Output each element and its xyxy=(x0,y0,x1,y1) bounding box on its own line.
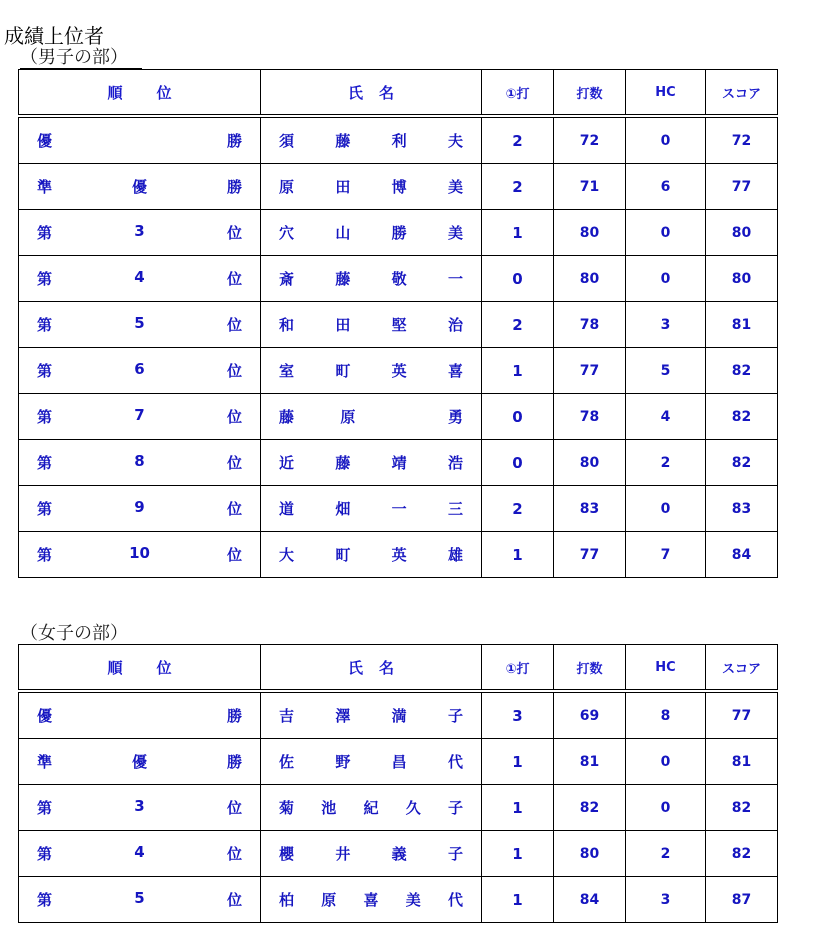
name-cell xyxy=(261,785,482,831)
rank-char: 位 xyxy=(226,845,242,863)
name-cell xyxy=(261,440,482,486)
table-row xyxy=(19,348,778,394)
first-hole-cell: 1 xyxy=(482,210,554,256)
name-cell xyxy=(261,394,482,440)
header-rank xyxy=(19,645,261,692)
name-char: 満 xyxy=(391,707,407,725)
strokes-cell: 80 xyxy=(554,831,626,877)
hc-cell: 2 xyxy=(626,440,706,486)
first-hole-cell: 1 xyxy=(482,348,554,394)
rank-char: 3 xyxy=(134,222,145,240)
name-char: 柏 xyxy=(279,891,295,909)
name-char: 子 xyxy=(447,845,463,863)
header-strokes: 打数 xyxy=(554,70,626,117)
rank-cell xyxy=(19,486,261,532)
strokes-cell: 80 xyxy=(554,256,626,302)
table-row xyxy=(19,831,778,877)
rank-cell xyxy=(19,440,261,486)
name-char: 櫻 xyxy=(279,845,295,863)
rank-char: 第 xyxy=(37,546,53,564)
rank-char: 位 xyxy=(226,546,242,564)
name-char: 久 xyxy=(405,799,421,817)
rank-char: 第 xyxy=(37,500,53,518)
header-row xyxy=(19,645,778,692)
hc-cell: 0 xyxy=(626,739,706,785)
score-cell: 80 xyxy=(706,210,778,256)
rank-cell xyxy=(19,691,261,739)
strokes-cell: 69 xyxy=(554,691,626,739)
hc-cell: 3 xyxy=(626,877,706,923)
rank-char: 準 xyxy=(37,753,53,771)
header-rank-char: 順 xyxy=(107,83,123,102)
name-char: 子 xyxy=(447,707,463,725)
strokes-cell: 82 xyxy=(554,785,626,831)
name-char: 原 xyxy=(321,891,337,909)
header-strokes: 打数 xyxy=(554,645,626,692)
rank-char: 位 xyxy=(226,362,242,380)
header-first-hole: ①打 xyxy=(482,70,554,117)
rank-cell xyxy=(19,256,261,302)
first-hole-cell: 0 xyxy=(482,440,554,486)
first-hole-cell: 2 xyxy=(482,116,554,164)
rank-char: 位 xyxy=(226,500,242,518)
rank-char: 第 xyxy=(37,362,53,380)
score-cell: 84 xyxy=(706,532,778,578)
rank-char: 第 xyxy=(37,799,53,817)
name-char: 喜 xyxy=(447,362,463,380)
rank-char: 位 xyxy=(226,891,242,909)
first-hole-cell: 1 xyxy=(482,739,554,785)
first-hole-cell: 2 xyxy=(482,164,554,210)
name-char: 昌 xyxy=(391,753,407,771)
section-label-men: （男子の部） xyxy=(20,48,142,69)
name-char: 吉 xyxy=(279,707,295,725)
score-cell: 82 xyxy=(706,394,778,440)
table-row xyxy=(19,210,778,256)
rank-cell xyxy=(19,739,261,785)
rank-char: 第 xyxy=(37,408,53,426)
table-row xyxy=(19,302,778,348)
name-char: 堅 xyxy=(391,316,407,334)
first-hole-cell: 3 xyxy=(482,691,554,739)
rank-char: 6 xyxy=(134,360,145,378)
score-cell: 81 xyxy=(706,302,778,348)
name-char: 藤 xyxy=(335,132,351,150)
name-char: 義 xyxy=(391,845,407,863)
table-row xyxy=(19,532,778,578)
name-char: 美 xyxy=(447,178,463,196)
name-cell xyxy=(261,256,482,302)
rank-cell xyxy=(19,164,261,210)
header-row xyxy=(19,70,778,117)
header-rank-char: 順 xyxy=(107,658,123,677)
rank-char: 位 xyxy=(226,270,242,288)
table-row xyxy=(19,691,778,739)
rank-char: 5 xyxy=(134,889,145,907)
rank-char: 3 xyxy=(134,797,145,815)
rank-char: 4 xyxy=(134,843,145,861)
header-name-char: 名 xyxy=(379,658,395,677)
header-name-char: 氏 xyxy=(347,658,363,677)
name-char: 利 xyxy=(391,132,407,150)
rank-char: 位 xyxy=(226,408,242,426)
first-hole-cell: 0 xyxy=(482,256,554,302)
table-row xyxy=(19,877,778,923)
name-char: 英 xyxy=(391,362,407,380)
first-hole-cell: 2 xyxy=(482,486,554,532)
name-char: 代 xyxy=(447,753,463,771)
rank-char: 優 xyxy=(37,707,53,725)
name-char: 近 xyxy=(279,454,295,472)
strokes-cell: 72 xyxy=(554,116,626,164)
name-cell xyxy=(261,302,482,348)
strokes-cell: 84 xyxy=(554,877,626,923)
name-char: 治 xyxy=(447,316,463,334)
name-char: 山 xyxy=(335,224,351,242)
name-char: 斎 xyxy=(279,270,295,288)
header-name-char: 氏 xyxy=(347,83,363,102)
name-cell xyxy=(261,691,482,739)
score-cell: 82 xyxy=(706,440,778,486)
name-char: 池 xyxy=(321,799,337,817)
rank-char: 第 xyxy=(37,891,53,909)
hc-cell: 8 xyxy=(626,691,706,739)
name-cell xyxy=(261,831,482,877)
hc-cell: 0 xyxy=(626,116,706,164)
score-cell: 87 xyxy=(706,877,778,923)
name-char: 田 xyxy=(335,178,351,196)
strokes-cell: 77 xyxy=(554,348,626,394)
name-cell xyxy=(261,486,482,532)
strokes-cell: 83 xyxy=(554,486,626,532)
header-rank xyxy=(19,70,261,117)
hc-cell: 4 xyxy=(626,394,706,440)
strokes-cell: 80 xyxy=(554,210,626,256)
rank-char: 位 xyxy=(226,454,242,472)
rank-char: 準 xyxy=(37,178,53,196)
strokes-cell: 78 xyxy=(554,394,626,440)
name-char: 藤 xyxy=(335,454,351,472)
name-char: 子 xyxy=(447,799,463,817)
hc-cell: 5 xyxy=(626,348,706,394)
rank-char: 位 xyxy=(226,316,242,334)
name-char: 美 xyxy=(405,891,421,909)
hc-cell: 0 xyxy=(626,210,706,256)
rank-char: 位 xyxy=(226,224,242,242)
rank-char: 勝 xyxy=(226,753,242,771)
name-char: 紀 xyxy=(363,799,379,817)
name-char: 道 xyxy=(279,500,295,518)
table-row xyxy=(19,164,778,210)
first-hole-cell: 1 xyxy=(482,831,554,877)
rank-char: 第 xyxy=(37,270,53,288)
strokes-cell: 80 xyxy=(554,440,626,486)
score-cell: 80 xyxy=(706,256,778,302)
name-char: 勝 xyxy=(391,224,407,242)
name-cell xyxy=(261,348,482,394)
rank-char: 優 xyxy=(131,753,147,771)
name-char: 原 xyxy=(340,408,356,426)
name-char: 藤 xyxy=(335,270,351,288)
header-first-hole: ①打 xyxy=(482,645,554,692)
name-char: 靖 xyxy=(391,454,407,472)
name-char: 須 xyxy=(279,132,295,150)
hc-cell: 6 xyxy=(626,164,706,210)
table-row xyxy=(19,394,778,440)
header-hc: HC xyxy=(626,70,706,117)
name-char: 原 xyxy=(279,178,295,196)
table-row xyxy=(19,116,778,164)
name-char: 美 xyxy=(447,224,463,242)
name-char: 町 xyxy=(335,362,351,380)
rank-cell xyxy=(19,348,261,394)
results-table-women xyxy=(18,644,778,923)
name-char: 畑 xyxy=(335,500,351,518)
rank-char: 勝 xyxy=(226,707,242,725)
name-char: 英 xyxy=(391,546,407,564)
header-name xyxy=(261,645,482,692)
name-cell xyxy=(261,532,482,578)
table-row xyxy=(19,785,778,831)
rank-char: 4 xyxy=(134,268,145,286)
name-char: 三 xyxy=(447,500,463,518)
name-char: 一 xyxy=(391,500,407,518)
score-cell: 82 xyxy=(706,785,778,831)
score-cell: 82 xyxy=(706,348,778,394)
name-char: 雄 xyxy=(447,546,463,564)
name-char: 藤 xyxy=(279,408,295,426)
name-char: 浩 xyxy=(447,454,463,472)
strokes-cell: 77 xyxy=(554,532,626,578)
table-row xyxy=(19,739,778,785)
header-hc: HC xyxy=(626,645,706,692)
hc-cell: 2 xyxy=(626,831,706,877)
rank-cell xyxy=(19,831,261,877)
table-row xyxy=(19,256,778,302)
name-char: 澤 xyxy=(335,707,351,725)
rank-cell xyxy=(19,210,261,256)
rank-char: 勝 xyxy=(226,178,242,196)
header-name-char: 名 xyxy=(379,83,395,102)
rank-cell xyxy=(19,116,261,164)
name-cell xyxy=(261,739,482,785)
name-char: 夫 xyxy=(447,132,463,150)
rank-char: 優 xyxy=(131,178,147,196)
name-char: 和 xyxy=(279,316,295,334)
table-row xyxy=(19,440,778,486)
score-cell: 83 xyxy=(706,486,778,532)
rank-char: 5 xyxy=(134,314,145,332)
rank-char: 第 xyxy=(37,224,53,242)
first-hole-cell: 1 xyxy=(482,532,554,578)
header-score: スコア xyxy=(706,645,778,692)
rank-char: 勝 xyxy=(226,132,242,150)
rank-char: 優 xyxy=(37,132,53,150)
name-char: 室 xyxy=(279,362,295,380)
score-cell: 77 xyxy=(706,164,778,210)
rank-cell xyxy=(19,785,261,831)
name-char: 博 xyxy=(391,178,407,196)
score-cell: 81 xyxy=(706,739,778,785)
score-cell: 82 xyxy=(706,831,778,877)
name-cell xyxy=(261,877,482,923)
name-char: 敬 xyxy=(391,270,407,288)
hc-cell: 7 xyxy=(626,532,706,578)
rank-cell xyxy=(19,394,261,440)
name-char: 代 xyxy=(447,891,463,909)
score-cell: 72 xyxy=(706,116,778,164)
name-char: 井 xyxy=(335,845,351,863)
name-char: 野 xyxy=(335,753,351,771)
name-cell xyxy=(261,116,482,164)
hc-cell: 0 xyxy=(626,256,706,302)
rank-cell xyxy=(19,532,261,578)
results-table-men xyxy=(18,69,778,578)
name-char: 田 xyxy=(335,316,351,334)
rank-char: 10 xyxy=(129,544,150,562)
hc-cell: 0 xyxy=(626,785,706,831)
header-score: スコア xyxy=(706,70,778,117)
name-char: 一 xyxy=(447,270,463,288)
name-char: 大 xyxy=(279,546,295,564)
header-rank-char: 位 xyxy=(156,658,172,677)
name-char: 勇 xyxy=(447,408,463,426)
hc-cell: 3 xyxy=(626,302,706,348)
name-char: 穴 xyxy=(279,224,295,242)
rank-char: 第 xyxy=(37,316,53,334)
strokes-cell: 71 xyxy=(554,164,626,210)
strokes-cell: 81 xyxy=(554,739,626,785)
rank-char: 9 xyxy=(134,498,145,516)
table-row xyxy=(19,486,778,532)
rank-char: 第 xyxy=(37,845,53,863)
first-hole-cell: 2 xyxy=(482,302,554,348)
section-label-women: （女子の部） xyxy=(20,624,142,645)
name-char: 菊 xyxy=(279,799,295,817)
rank-char: 7 xyxy=(134,406,145,424)
first-hole-cell: 1 xyxy=(482,877,554,923)
score-cell: 77 xyxy=(706,691,778,739)
rank-cell xyxy=(19,877,261,923)
rank-char: 第 xyxy=(37,454,53,472)
strokes-cell: 78 xyxy=(554,302,626,348)
name-cell xyxy=(261,210,482,256)
name-cell xyxy=(261,164,482,210)
hc-cell: 0 xyxy=(626,486,706,532)
header-name xyxy=(261,70,482,117)
rank-char: 8 xyxy=(134,452,145,470)
name-char: 町 xyxy=(335,546,351,564)
header-rank-char: 位 xyxy=(156,83,172,102)
rank-cell xyxy=(19,302,261,348)
first-hole-cell: 0 xyxy=(482,394,554,440)
name-char: 喜 xyxy=(363,891,379,909)
rank-char: 位 xyxy=(226,799,242,817)
first-hole-cell: 1 xyxy=(482,785,554,831)
page-title: 成績上位者 xyxy=(4,24,104,48)
name-char: 佐 xyxy=(279,753,295,771)
